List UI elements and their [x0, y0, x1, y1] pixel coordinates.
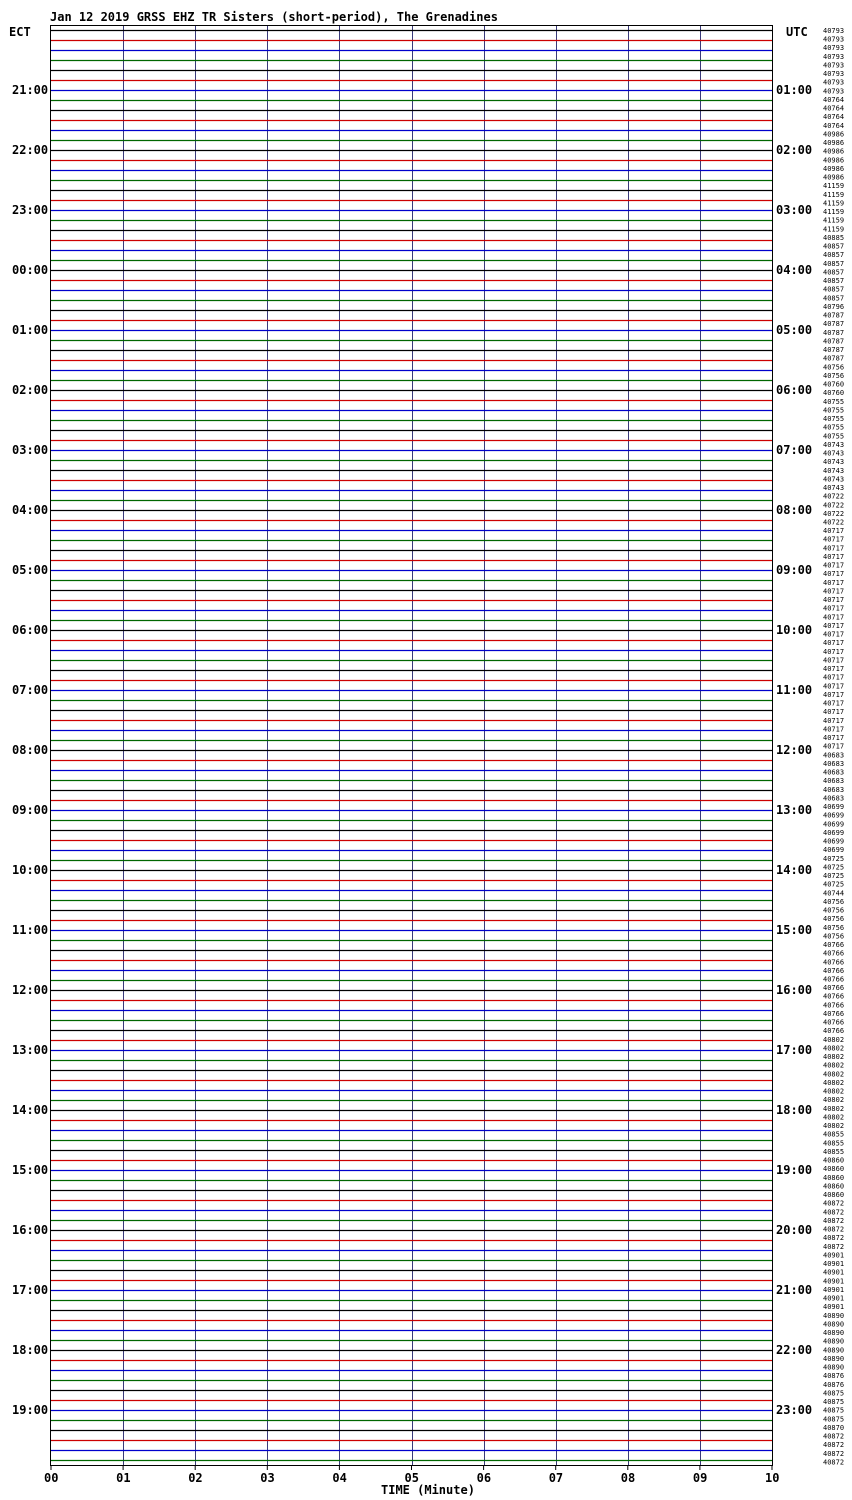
row-count-label: 40876	[823, 1372, 845, 1381]
row-count-label: 40860	[823, 1156, 845, 1165]
row-count-label: 40756	[823, 915, 845, 924]
row-count-label: 40766	[823, 941, 845, 950]
row-count-label: 40796	[823, 302, 845, 311]
row-count-label: 40787	[823, 328, 845, 337]
row-count-label: 40793	[823, 35, 845, 44]
row-count-label: 40717	[823, 604, 845, 613]
row-count-label: 40755	[823, 406, 845, 415]
row-count-label: 40766	[823, 1009, 845, 1018]
row-count-label: 40793	[823, 70, 845, 79]
row-count-label: 40699	[823, 811, 845, 820]
row-count-label: 40872	[823, 1208, 845, 1217]
left-hour-label: 07:00	[12, 683, 49, 697]
x-axis-label: TIME (Minute)	[381, 1483, 475, 1497]
row-count-label: 40787	[823, 354, 845, 363]
row-count-label: 40793	[823, 87, 845, 96]
row-count-label: 40890	[823, 1354, 845, 1363]
row-count-label: 40717	[823, 535, 845, 544]
row-count-label: 40766	[823, 958, 845, 967]
row-count-label: 40764	[823, 104, 845, 113]
row-count-label: 40744	[823, 889, 845, 898]
x-tick-label: 07	[548, 1471, 564, 1485]
row-count-label: 40683	[823, 751, 845, 760]
row-count-label: 40766	[823, 966, 845, 975]
left-hour-label: 17:00	[12, 1283, 49, 1297]
row-count-label: 40717	[823, 587, 845, 596]
left-hour-label: 13:00	[12, 1043, 49, 1057]
right-hour-label: 07:00	[776, 443, 813, 457]
right-hour-label: 23:00	[776, 1403, 813, 1417]
row-count-label: 40901	[823, 1303, 845, 1312]
x-tick-label: 06	[476, 1471, 492, 1485]
plot-frame	[51, 26, 773, 1466]
right-hour-label: 15:00	[776, 923, 813, 937]
row-count-label: 40683	[823, 768, 845, 777]
row-count-label: 40743	[823, 484, 845, 493]
left-hour-label: 22:00	[12, 143, 49, 157]
row-count-label: 40766	[823, 949, 845, 958]
row-count-label: 41159	[823, 225, 845, 234]
row-count-label: 40986	[823, 164, 845, 173]
row-count-label: 40855	[823, 1147, 845, 1156]
row-count-label: 40901	[823, 1251, 845, 1260]
row-count-label: 40755	[823, 415, 845, 424]
row-count-label: 40756	[823, 363, 845, 372]
left-hour-label: 14:00	[12, 1103, 49, 1117]
row-count-label: 40717	[823, 552, 845, 561]
x-tick-label: 04	[332, 1471, 347, 1485]
row-count-label: 40802	[823, 1035, 845, 1044]
row-count-label: 40766	[823, 1018, 845, 1027]
row-count-label: 40901	[823, 1260, 845, 1269]
row-count-label: 40717	[823, 639, 845, 648]
row-count-label: 40717	[823, 725, 845, 734]
row-count-label: 40901	[823, 1277, 845, 1286]
right-hour-label: 05:00	[776, 323, 813, 337]
row-count-label: 40857	[823, 242, 845, 251]
left-hour-label: 01:00	[12, 323, 49, 337]
row-count-label: 40986	[823, 139, 845, 148]
row-count-label: 40766	[823, 992, 845, 1001]
right-hour-label: 22:00	[776, 1343, 813, 1357]
row-count-label: 40875	[823, 1398, 845, 1407]
row-count-label: 40743	[823, 475, 845, 484]
row-count-label: 40860	[823, 1173, 845, 1182]
right-hour-label: 06:00	[776, 383, 813, 397]
row-count-label: 40725	[823, 880, 845, 889]
row-count-label: 41159	[823, 208, 845, 217]
left-hour-label: 23:00	[12, 203, 49, 217]
row-count-label: 40857	[823, 251, 845, 260]
row-count-label: 40717	[823, 647, 845, 656]
row-count-label: 40857	[823, 259, 845, 268]
row-count-label: 40764	[823, 113, 845, 122]
row-count-label: 41159	[823, 182, 845, 191]
row-count-label: 40699	[823, 803, 845, 812]
row-count-label: 40875	[823, 1406, 845, 1415]
row-count-label: 40885	[823, 233, 845, 242]
row-count-label: 40802	[823, 1070, 845, 1079]
row-count-label: 40717	[823, 665, 845, 674]
right-hour-label: 17:00	[776, 1043, 813, 1057]
left-hour-label: 16:00	[12, 1223, 49, 1237]
row-count-label: 40717	[823, 570, 845, 579]
right-hour-label: 19:00	[776, 1163, 813, 1177]
row-count-label: 40717	[823, 630, 845, 639]
right-hour-label: 12:00	[776, 743, 813, 757]
x-tick-label: 09	[692, 1471, 708, 1485]
row-count-label: 40860	[823, 1182, 845, 1191]
row-count-label: 40743	[823, 449, 845, 458]
row-count-label: 40872	[823, 1449, 845, 1458]
row-count-label: 40755	[823, 423, 845, 432]
row-count-label: 40986	[823, 156, 845, 165]
row-count-label: 40725	[823, 854, 845, 863]
row-count-label: 40717	[823, 690, 845, 699]
row-count-label: 40683	[823, 794, 845, 803]
row-count-label: 40875	[823, 1415, 845, 1424]
right-axis-label: UTC	[786, 25, 808, 39]
row-count-label: 40872	[823, 1441, 845, 1450]
row-count-label: 40793	[823, 27, 845, 35]
row-count-label: 40683	[823, 785, 845, 794]
left-hour-label: 09:00	[12, 803, 49, 817]
row-count-label: 40802	[823, 1104, 845, 1113]
row-count-label: 40857	[823, 277, 845, 286]
row-count-label: 40860	[823, 1165, 845, 1174]
row-count-label: 40857	[823, 268, 845, 277]
row-count-label: 40857	[823, 285, 845, 294]
row-count-label: 40717	[823, 596, 845, 605]
row-count-label: 41159	[823, 199, 845, 208]
x-tick-label: 10	[765, 1471, 780, 1485]
row-count-label: 40890	[823, 1337, 845, 1346]
row-count-label: 40802	[823, 1122, 845, 1131]
minute-gridlines	[124, 26, 701, 1465]
row-count-label: 40699	[823, 837, 845, 846]
row-count-label: 40870	[823, 1423, 845, 1432]
row-count-label: 40743	[823, 458, 845, 467]
right-hour-label: 02:00	[776, 143, 813, 157]
row-count-label: 40725	[823, 872, 845, 881]
row-count-label: 40875	[823, 1389, 845, 1398]
left-hour-label: 08:00	[12, 743, 49, 757]
row-count-label: 40802	[823, 1113, 845, 1122]
row-count-label: 40717	[823, 656, 845, 665]
x-tick-label: 02	[188, 1471, 203, 1485]
right-hour-label: 08:00	[776, 503, 813, 517]
row-count-label: 40872	[823, 1225, 845, 1234]
row-count-label: 40890	[823, 1320, 845, 1329]
row-count-label: 40699	[823, 820, 845, 829]
row-count-label: 40787	[823, 346, 845, 355]
row-count-label: 40986	[823, 173, 845, 182]
row-count-label: 40766	[823, 984, 845, 993]
chart-title: Jan 12 2019 GRSS EHZ TR Sisters (short-period), The Grenadines	[50, 10, 498, 24]
row-count-label: 40802	[823, 1044, 845, 1053]
x-tick-label: 05	[404, 1471, 419, 1485]
row-count-label: 40766	[823, 1001, 845, 1010]
row-count-label: 41159	[823, 190, 845, 199]
row-count-label: 40986	[823, 130, 845, 139]
row-count-label: 40855	[823, 1139, 845, 1148]
row-count-label: 40872	[823, 1242, 845, 1251]
row-count-label: 40802	[823, 1096, 845, 1105]
row-count-label: 40722	[823, 509, 845, 518]
right-hour-label: 10:00	[776, 623, 813, 637]
row-count-label: 40787	[823, 337, 845, 346]
row-count-label: 40872	[823, 1199, 845, 1208]
row-count-label: 40890	[823, 1346, 845, 1355]
left-hour-label: 15:00	[12, 1163, 49, 1177]
row-count-label: 40717	[823, 544, 845, 553]
row-count-label: 40872	[823, 1234, 845, 1243]
row-count-label: 40860	[823, 1191, 845, 1200]
left-axis-label: ECT	[9, 25, 31, 39]
x-tick-label: 08	[620, 1471, 636, 1485]
row-count-label: 40766	[823, 975, 845, 984]
row-count-label: 40717	[823, 699, 845, 708]
row-count-label: 40764	[823, 95, 845, 104]
right-hour-label: 11:00	[776, 683, 813, 697]
row-count-label: 40756	[823, 897, 845, 906]
row-count-label: 40717	[823, 578, 845, 587]
right-hour-label: 20:00	[776, 1223, 813, 1237]
x-tick-label: 01	[116, 1471, 131, 1485]
row-count-label: 40717	[823, 527, 845, 536]
left-hour-label: 21:00	[12, 83, 49, 97]
left-hour-label: 04:00	[12, 503, 49, 517]
row-count-label: 40890	[823, 1329, 845, 1338]
row-count-label: 40872	[823, 1458, 845, 1467]
left-hour-label: 05:00	[12, 563, 49, 577]
right-hour-label: 14:00	[776, 863, 813, 877]
row-count-label: 40717	[823, 682, 845, 691]
left-hour-label: 18:00	[12, 1343, 49, 1357]
row-count-label: 40756	[823, 932, 845, 941]
left-hour-label: 06:00	[12, 623, 49, 637]
row-count-label: 40722	[823, 518, 845, 527]
left-hour-label: 00:00	[12, 263, 49, 277]
row-count-label: 40890	[823, 1363, 845, 1372]
row-count-label: 40756	[823, 906, 845, 915]
row-count-label: 40699	[823, 846, 845, 855]
row-count-label: 40986	[823, 147, 845, 156]
right-hour-label: 21:00	[776, 1283, 813, 1297]
row-count-label: 40787	[823, 320, 845, 329]
left-hour-label: 02:00	[12, 383, 49, 397]
row-count-label: 40787	[823, 311, 845, 320]
row-count-label: 40793	[823, 78, 845, 87]
row-count-label: 40793	[823, 61, 845, 70]
row-count-label: 40876	[823, 1380, 845, 1389]
row-count-label: 40901	[823, 1285, 845, 1294]
left-hour-label: 10:00	[12, 863, 49, 877]
row-count-label: 40683	[823, 759, 845, 768]
row-count-label: 40717	[823, 742, 845, 751]
right-hour-label: 16:00	[776, 983, 813, 997]
left-hour-label: 12:00	[12, 983, 49, 997]
row-count-label: 40855	[823, 1130, 845, 1139]
row-count-label: 40755	[823, 397, 845, 406]
row-count-label: 40717	[823, 621, 845, 630]
row-count-label: 40872	[823, 1216, 845, 1225]
row-count-label: 40802	[823, 1078, 845, 1087]
row-count-label: 40725	[823, 863, 845, 872]
row-count-label: 40699	[823, 828, 845, 837]
row-count-label: 40717	[823, 716, 845, 725]
x-tick-label: 00	[44, 1471, 59, 1485]
row-count-label: 40756	[823, 923, 845, 932]
seismic-traces	[51, 31, 772, 1461]
right-hour-label: 01:00	[776, 83, 813, 97]
left-hour-label: 11:00	[12, 923, 49, 937]
row-count-label: 40756	[823, 371, 845, 380]
row-count-label: 40722	[823, 492, 845, 501]
row-count-label: 40683	[823, 777, 845, 786]
right-hour-label: 13:00	[776, 803, 813, 817]
row-count-label: 40743	[823, 440, 845, 449]
row-count-label: 40717	[823, 613, 845, 622]
row-count-label: 40764	[823, 121, 845, 130]
right-hour-label: 04:00	[776, 263, 813, 277]
right-hour-label: 09:00	[776, 563, 813, 577]
x-tick-label: 03	[260, 1471, 275, 1485]
row-count-label: 40793	[823, 44, 845, 53]
axis-labels	[12, 27, 844, 1485]
row-count-label: 40890	[823, 1311, 845, 1320]
row-count-label: 40760	[823, 389, 845, 398]
row-count-label: 40755	[823, 432, 845, 441]
row-count-label: 41159	[823, 216, 845, 225]
row-count-label: 40722	[823, 501, 845, 510]
right-hour-label: 18:00	[776, 1103, 813, 1117]
row-count-label: 40743	[823, 466, 845, 475]
row-count-label: 40717	[823, 673, 845, 682]
left-hour-label: 19:00	[12, 1403, 49, 1417]
row-count-label: 40857	[823, 294, 845, 303]
right-hour-label: 03:00	[776, 203, 813, 217]
row-count-label: 40901	[823, 1268, 845, 1277]
row-count-label: 40717	[823, 561, 845, 570]
row-count-label: 40760	[823, 380, 845, 389]
row-count-label: 40802	[823, 1087, 845, 1096]
row-count-label: 40717	[823, 708, 845, 717]
row-count-label: 40717	[823, 734, 845, 743]
row-count-label: 40802	[823, 1053, 845, 1062]
row-count-label: 40872	[823, 1432, 845, 1441]
row-count-label: 40766	[823, 1027, 845, 1036]
row-count-label: 40793	[823, 52, 845, 61]
row-count-label: 40802	[823, 1061, 845, 1070]
left-hour-label: 03:00	[12, 443, 49, 457]
row-count-label: 40901	[823, 1294, 845, 1303]
